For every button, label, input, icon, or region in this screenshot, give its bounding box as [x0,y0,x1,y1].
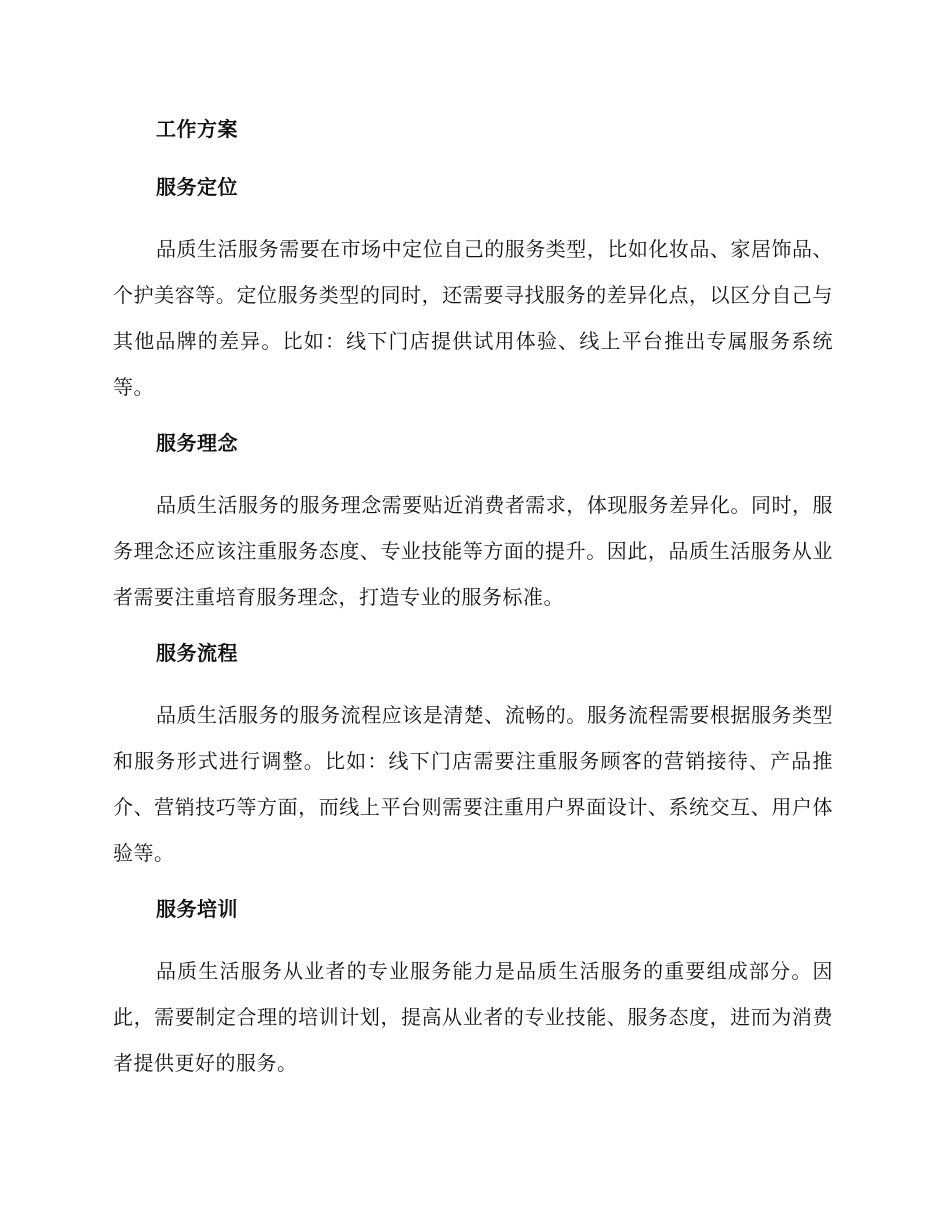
section-heading: 服务流程 [156,641,238,665]
document-body [113,110,833,1100]
section-positioning [113,168,833,410]
section-training [113,890,833,1086]
section-heading: 服务理念 [156,431,238,455]
section-heading: 服务定位 [156,175,238,199]
section-philosophy [113,424,833,620]
section-process [113,634,833,876]
document-title: 工作方案 [156,117,238,141]
section-paragraph: 品质生活服务从业者的专业服务能力是品质生活服务的重要组成部分。因此，需要制定合理的培训计划，提高从业者的专业技能、服务态度，进而为消费者提供更好的服务。 [113,959,833,1075]
section-paragraph: 品质生活服务的服务流程应该是清楚、流畅的。服务流程需要根据服务类型和服务形式进行调整。比如：线下门店需要注重服务顾客的营销接待、产品推介、营销技巧等方面，而线上平台则需要注重用户界面设计、系统交互、用户体验等。 [113,703,833,865]
section-heading: 服务培训 [156,897,238,921]
section-paragraph: 品质生活服务需要在市场中定位自己的服务类型，比如化妆品、家居饰品、个护美容等。定位服务类型的同时，还需要寻找服务的差异化点，以区分自己与其他品牌的差异。比如：线下门店提供试用体验、线上平台推出专属服务系统等。 [113,237,833,399]
section-paragraph: 品质生活服务的服务理念需要贴近消费者需求，体现服务差异化。同时，服务理念还应该注重服务态度、专业技能等方面的提升。因此，品质生活服务从业者需要注重培育服务理念，打造专业的服务标准。 [113,493,833,609]
